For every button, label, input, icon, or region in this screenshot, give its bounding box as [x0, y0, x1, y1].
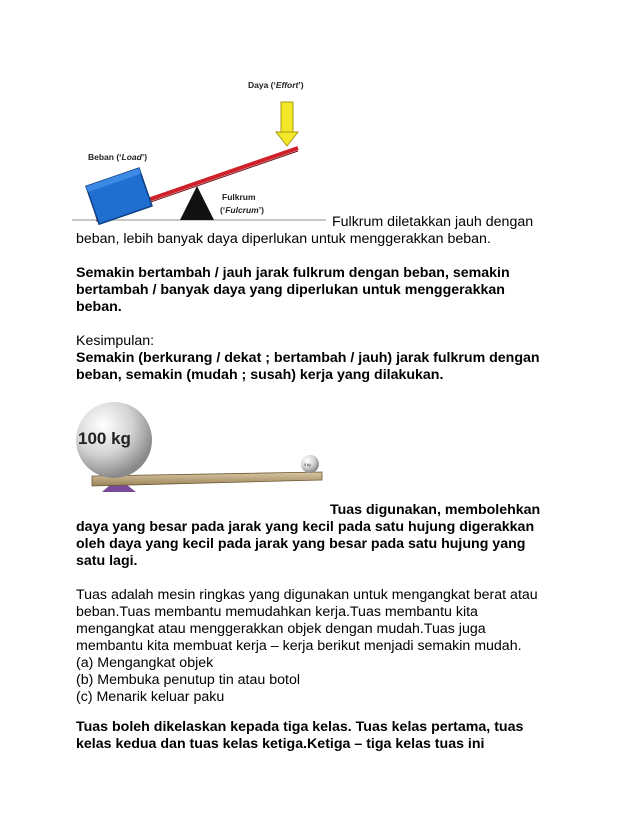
para5-text: Tuas boleh dikelaskan kepada tiga kelas. Tuas kelas pertama, tuas kelas kedua dan tuas kelas ketiga.Ketiga – tiga kelas tuas ini	[76, 719, 524, 752]
conclusion-heading: Kesimpulan:	[76, 333, 155, 349]
para4-text: Tuas adalah mesin ringkas yang digunakan untuk mengangkat berat atau beban.Tuas membantu memudahkan kerja.Tuas membantu kita mengangkat atau menggerakkan objek dengan mudah.Tuas juga membantu kita membuat kerja – kerja berikut menjadi semakin mudah. (a) Mengangkat objek (b) Membuka penutup tin atau botol (c) Menarik keluar paku	[76, 587, 538, 705]
conclusion-text: Semakin (berkurang / dekat ; bertambah / jauh) jarak fulkrum dengan beban, semakin (mudah ; susah) kerja yang dilakukan.	[76, 350, 540, 383]
para1-lead: Fulkrum diletakkan jauh dengan	[332, 214, 534, 230]
weights-plank-figure	[72, 400, 328, 502]
para1-text: beban, lebih banyak daya diperlukan untuk menggerakkan beban.	[76, 231, 491, 247]
load-label: Beban (‘Load’)	[88, 152, 148, 162]
load-box	[86, 168, 152, 224]
light-weight-label: 5 kg	[304, 463, 311, 467]
fulcrum-triangle	[180, 186, 214, 220]
para2: Semakin bertambah / jauh jarak fulkrum dengan beban, semakin bertambah / banyak daya yang diperlukan untuk menggerakkan beban.	[76, 265, 510, 315]
lever-diagram	[70, 62, 330, 230]
para3-lead: Tuas digunakan, membolehkan	[330, 502, 541, 518]
fulcrum-label: Fulkrum	[222, 192, 256, 202]
para3-text: daya yang besar pada jarak yang kecil pada satu hujung digerakkan oleh daya yang kecil pada jarak yang besar pada satu hujung yang satu lagi.	[76, 519, 535, 569]
effort-label: Daya (‘Effort’)	[248, 80, 304, 90]
heavy-weight-label: 100 kg	[78, 429, 131, 448]
effort-arrow	[276, 102, 298, 146]
fulcrum-sub-label: (‘Fulcrum’)	[220, 205, 264, 215]
